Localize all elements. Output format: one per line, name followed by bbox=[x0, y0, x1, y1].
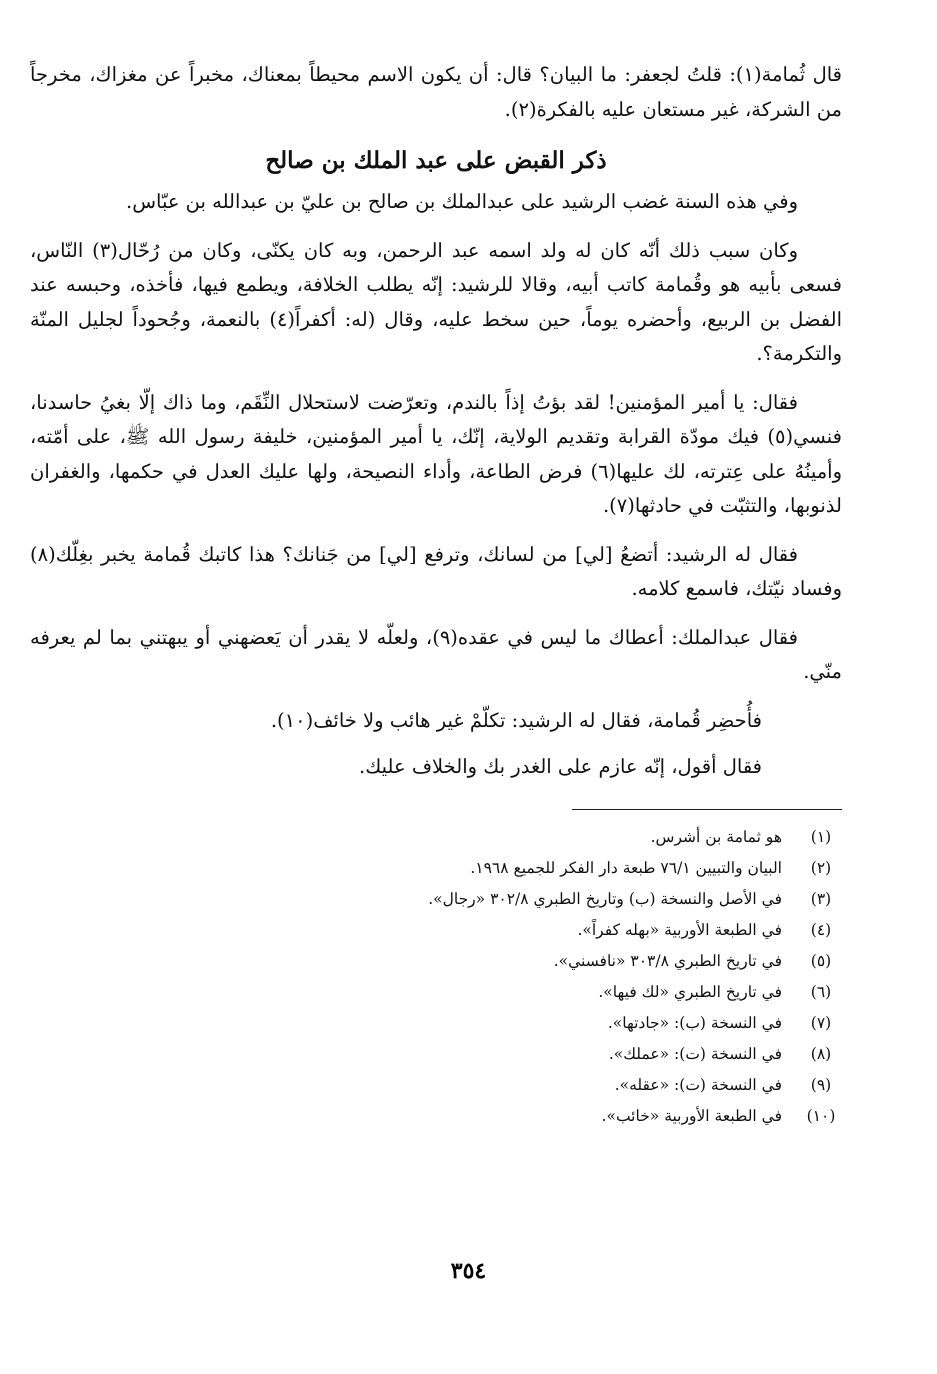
footnote bbox=[30, 853, 842, 884]
paragraph-final: فقال أقول، إنّه عازم على الغدر بك والخلاف عليك. bbox=[359, 755, 762, 778]
footnote bbox=[30, 822, 842, 853]
paragraph-thumama: قال ثُمامة(١): قلتُ لجعفر: ما البيان؟ قال: أن يكون الاسم محيطاً بمعناك، مخبراً عن مغزاك، مخرجاً من الشركة، غير مستعان عليه بالفكرة(٢). bbox=[30, 63, 842, 121]
footnote-text: في الطبعة الأوربية «بهله كفراً». bbox=[577, 920, 782, 939]
footnote bbox=[30, 1008, 842, 1039]
paragraph-rashid: فقال له الرشيد: أتضعُ [لي] من لسانك، وترفع [لي] من جَنانك؟ هذا كاتبك قُمامة يخبر بغِلّك(٨) وفساد نيّتك، فاسمع كلامه. bbox=[30, 542, 842, 600]
footnote-number: (٤) bbox=[810, 920, 832, 939]
footnote-text: في النسخة (ت): «عملك». bbox=[608, 1044, 782, 1063]
footnote-number: (١) bbox=[810, 827, 832, 846]
footnote-number: (٢) bbox=[810, 858, 832, 877]
footnote-number: (٦) bbox=[810, 982, 832, 1001]
page-number: ٣٥٤ bbox=[450, 1258, 487, 1284]
footnote-number: (٥) bbox=[810, 951, 832, 970]
footnote-number: (١٠) bbox=[806, 1106, 836, 1125]
footnote-text: في الطبعة الأوربية «خائب». bbox=[601, 1106, 782, 1125]
footnote-number: (٨) bbox=[810, 1044, 832, 1063]
footnote-number: (٩) bbox=[810, 1075, 832, 1094]
footnotes-list bbox=[30, 822, 842, 1132]
footnote-text: هو ثمامة بن أشرس. bbox=[650, 827, 782, 846]
footnote-text: في تاريخ الطبري ٣٠٣/٨ «نافسني». bbox=[553, 951, 782, 970]
footnote-text: البيان والتبيين ٧٦/١ طبعة دار الفكر للجميع ١٩٦٨. bbox=[470, 858, 782, 877]
footnote bbox=[30, 1039, 842, 1070]
paragraph-reply: فقال: يا أمير المؤمنين! لقد بؤتُ إذاً بالندم، وتعرّضت لاستحلال النِّقَم، وما ذاك إلّا بغيُ حاسدنا، فنسي(٥) فيك مودّة القرابة وتقديم الولاية، إنّك، يا أمير المؤمنين، خليفة رسول الله ﷺ، على أمّته، وأمينُهُ على عِترته، لك عليها(٦) فرض الطاعة، وأداء النصيحة، ولها عليك العدل في حكمها، والغفران لذنوبها، والتثبّت في حادثها(٧). bbox=[30, 390, 842, 517]
footnote-text: في تاريخ الطبري «لك فيها». bbox=[598, 982, 782, 1001]
footnote-number: (٣) bbox=[810, 889, 832, 908]
footnote bbox=[30, 915, 842, 946]
footnote-number: (٧) bbox=[810, 1013, 832, 1032]
section-heading: ذكر القبض على عبد الملك بن صالح bbox=[265, 147, 607, 174]
footnote bbox=[30, 1070, 842, 1101]
footnote-text: في النسخة (ب): «جادتها». bbox=[607, 1013, 782, 1032]
paragraph-cause: وكان سبب ذلك أنّه كان له ولد اسمه عبد الرحمن، وبه كان يكنّى، وكان من رُحّال(٣) النّاس، فسعى بأبيه هو وقُمامة كاتب أبيه، وقالا للرشيد: إنّه يطلب الخلافة، ويطمع فيها، فأخذه، وحبسه عند الفضل بن الربيع، وأحضره يوماً، حين سخط عليه، وقال (له: أكفراً(٤) بالنعمة، وجُحوداً لجليل المنّة والتكرمة؟. bbox=[30, 238, 842, 365]
footnote bbox=[30, 884, 842, 915]
footnote bbox=[30, 1101, 842, 1132]
paragraph-qumama: فأُحضِر قُمامة، فقال له الرشيد: تكلّمْ غير هائب ولا خائف(١٠). bbox=[270, 708, 762, 732]
footnote-text: في النسخة (ت): «عقله». bbox=[614, 1075, 782, 1094]
paragraph-intro: وفي هذه السنة غضب الرشيد على عبدالملك بن صالح بن عليّ بن عبدالله بن عبّاس. bbox=[126, 190, 798, 213]
footnote-text: في الأصل والنسخة (ب) وتاريخ الطبري ٣٠٢/٨ «رجال». bbox=[428, 889, 782, 908]
footnote bbox=[30, 977, 842, 1008]
paragraph-abdulmalik: فقال عبدالملك: أعطاك ما ليس في عقده(٩)، ولعلّه لا يقدر أن يَعضهني أو يبهتني بما لم يعرفه منّي. bbox=[30, 625, 842, 683]
footnote-divider bbox=[572, 809, 842, 810]
page-body bbox=[30, 58, 842, 1132]
footnote bbox=[30, 946, 842, 977]
